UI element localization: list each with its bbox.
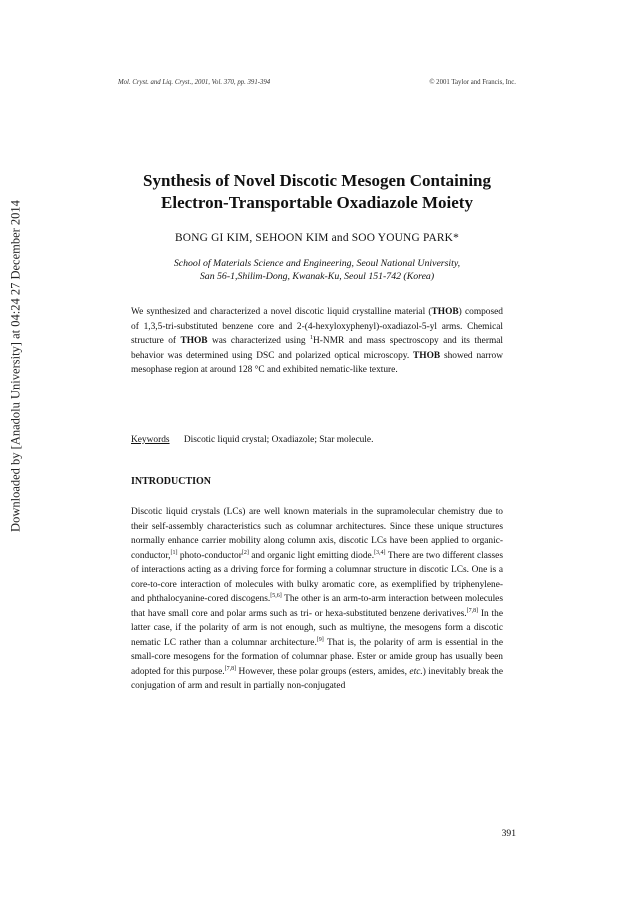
abstract-text: showed narrow mesophase region at around 128 °C and exhibited nematic-like texture. (131, 350, 503, 375)
citation-ref: [1] (170, 549, 178, 556)
affiliation-line-2: San 56-1,Shilim-Dong, Kwanak-Ku, Seoul 151-742 (Korea) (199, 271, 435, 282)
body-text: ) inevitably break the conjugation of arm and result in partially non-conjugated (131, 666, 503, 691)
keywords-text: Discotic liquid crystal; Oxadiazole; Star molecule. (183, 435, 374, 445)
compound-name: THOB (413, 350, 441, 361)
introduction-body (131, 505, 503, 694)
citation-ref: [2] (241, 549, 249, 556)
abstract-text: was characterized using (207, 336, 311, 346)
section-heading-introduction: INTRODUCTION (131, 476, 212, 487)
download-watermark (6, 86, 26, 646)
body-text: That is, the polarity of arm is essential in the small-core mesogens for the formation of columnar phase. Ester or amide group has usually been adopted for this purpose. (131, 637, 503, 677)
abstract-text: ) composed of 1,3,5-tri-substituted benzene core and 2-(4-hexyloxyphenyl)-oxadiazol-5-yl arms. Chemical structure of (131, 307, 503, 346)
affiliation-line-1: School of Materials Science and Engineering, Seoul National University, (173, 258, 461, 269)
author-list: BONG GI KIM, SEHOON KIM and SOO YOUNG PARK* (175, 232, 459, 244)
keywords-label: Keywords (131, 435, 170, 445)
journal-citation: Mol. Cryst. and Liq. Cryst., 2001, Vol. 370, pp. 391-394 (118, 79, 271, 86)
page-number: 391 (501, 828, 516, 839)
keywords (131, 435, 503, 445)
body-text: Discotic liquid crystals (LCs) are well known materials in the supramolecular chemistry due to their self-assembly characteristics such as columnar architectures. Since these unique structures normally enhance carrier mobility along column axis, discotic LCs have been applied to organic-conductor, (131, 507, 503, 561)
citation-ref: [3,4] (374, 549, 386, 556)
body-text: In the latter case, if the polarity of arm is not enough, such as multiyne, the mesogens form a discotic nematic LC rather than a columnar architecture. (131, 608, 504, 648)
citation-ref: [7,8] (224, 665, 237, 672)
paper-title (118, 170, 516, 214)
title-line-2: Electron-Transportable Oxadiazole Moiety (161, 193, 473, 212)
body-text: There are two different classes of interactions acting as a driving force for forming a columnar structure in discotic LCs. One is a core-to-core interaction of molecules with bulky aromatic core, as exemplified by triphenylene- and phthalocyanine-cored discogens. (131, 550, 503, 604)
superscript: 1 (310, 335, 314, 341)
compound-name: THOB (431, 307, 459, 317)
affiliation (118, 257, 516, 283)
abstract-text: We synthesized and characterized a novel discotic liquid crystalline material ( (131, 307, 432, 317)
abstract-text: H-NMR and mass spectroscopy and its thermal behavior was determined using DSC and polarized optical microscopy. (131, 336, 504, 361)
body-text-italic: etc. (409, 666, 423, 677)
running-header (118, 79, 516, 86)
compound-name: THOB (180, 336, 208, 346)
citation-ref: [9] (316, 636, 324, 643)
download-note: Downloaded by [Anadolu University] at 04:24 27 December 2014 (8, 200, 23, 532)
body-text: photo-conductor (177, 550, 242, 561)
citation-ref: [5,6] (270, 593, 282, 599)
title-line-1: Synthesis of Novel Discotic Mesogen Containing (142, 171, 492, 190)
body-text: However, these polar groups (esters, amides, (236, 666, 410, 677)
body-text: The other is an arm-to-arm interaction between molecules that have small core and polar arms such as tri- or hexa-substituted benzene derivatives. (131, 594, 503, 619)
citation-ref: [7,8] (466, 607, 479, 614)
copyright-notice: © 2001 Taylor and Francis, Inc. (429, 79, 516, 86)
body-text: and organic light emitting diode. (248, 550, 375, 561)
abstract (131, 305, 503, 378)
